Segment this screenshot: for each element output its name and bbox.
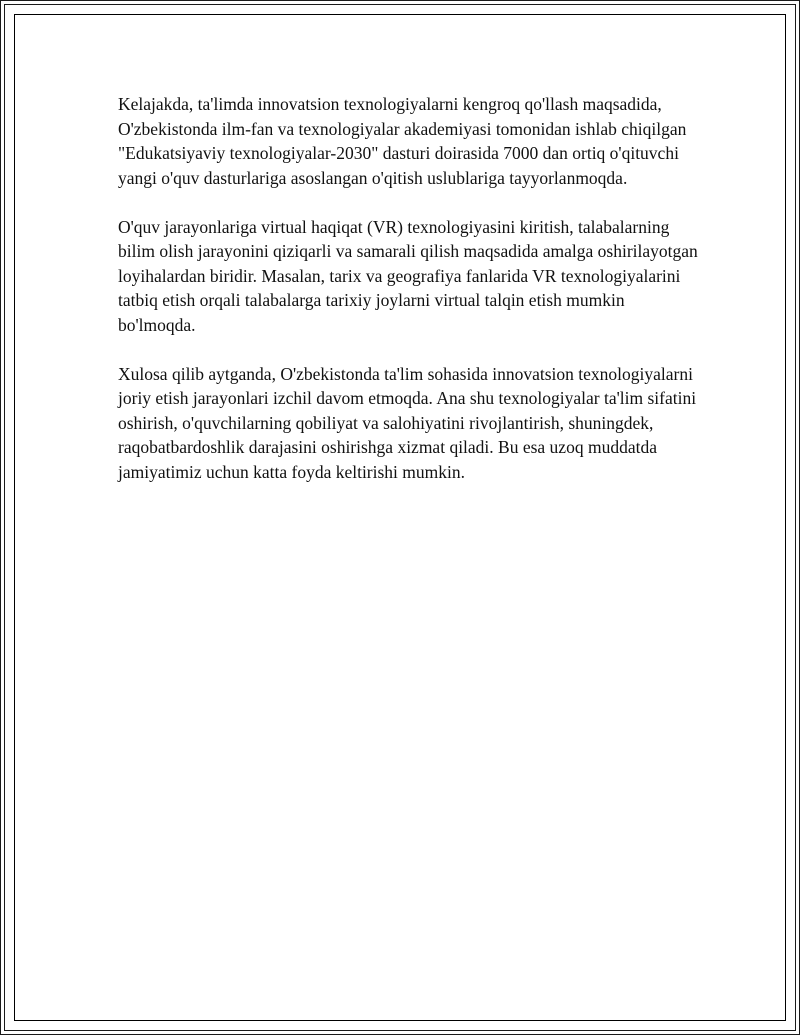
paragraph-virtual-reality: O'quv jarayonlariga virtual haqiqat (VR) texnologiyasini kiritish, talabalarning bilim olish jarayonini qiziqarli va samarali qilish maqsadida amalga oshirilayotgan loyihalardan biridir. Masalan, tarix va geografiya fanlarida VR texnologiyalarini tatbiq etish orqali talabalarga tarixiy joylarni virtual talqin etish mumkin bo'lmoqda.: [118, 216, 698, 335]
paragraph-education-2030: Kelajakda, ta'limda innovatsion texnologiyalarni kengroq qo'llash maqsadida, O'zbekistonda ilm-fan va texnologiyalar akademiyasi tomonidan ishlab chiqilgan "Edukatsiyaviy texnologiyalar-2030" dasturi doirasida 7000 dan ortiq o'qituvchi yangi o'quv dasturlariga asoslangan o'qitish uslublariga tayyorlanmoqda.: [118, 94, 687, 188]
paragraph-conclusion: Xulosa qilib aytganda, O'zbekistonda ta'lim sohasida innovatsion texnologiyalarni joriy etish jarayonlari izchil davom etmoqda. Ana shu texnologiyalar ta'lim sifatini oshirish, o'quvchilarning qobiliyat va salohiyatini rivojlantirish, shuningdek, raqobatbardoshlik darajasini oshirishga xizmat qiladi. Bu esa uzoq muddatda jamiyatimiz uchun katta foyda keltirishi mumkin.: [118, 363, 697, 482]
document-body: [118, 92, 698, 509]
